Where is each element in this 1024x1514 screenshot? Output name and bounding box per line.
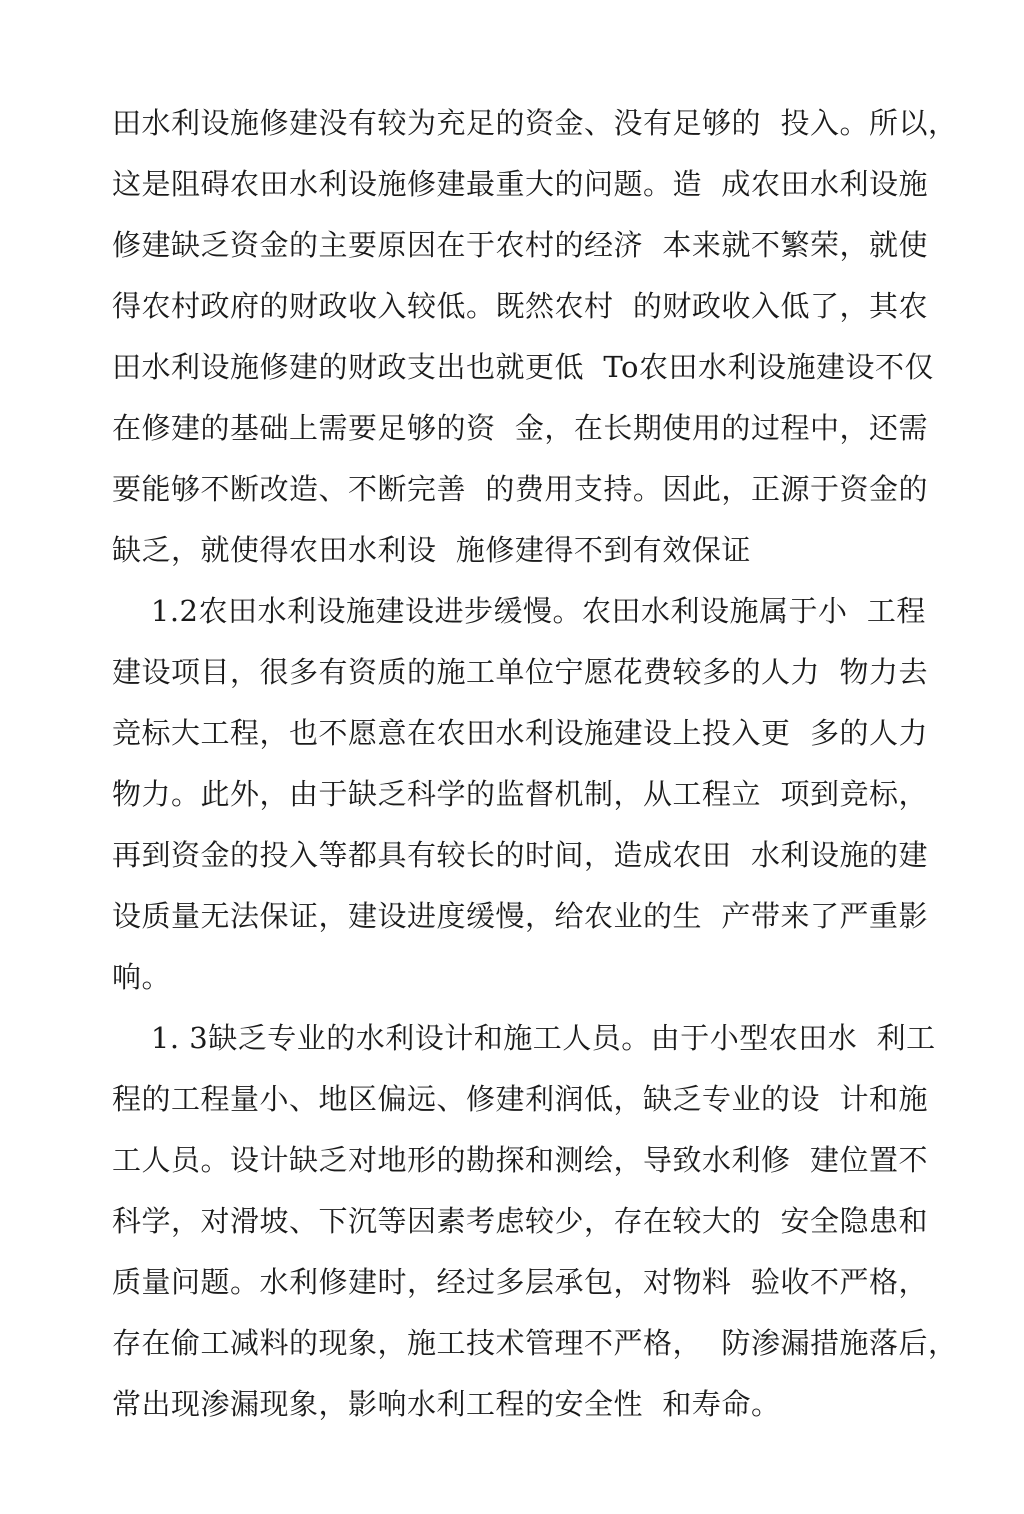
text-line: 缺乏，就使得农田水利设 施修建得不到有效保证: [112, 533, 751, 567]
text-line: 这是阻碍农田水利设施修建最重大的问题。造 成农田水利设施: [112, 167, 928, 201]
text-line: 修建缺乏资金的主要原因在于农村的经济 本来就不繁荣，就使: [112, 228, 928, 262]
text-line: 响。: [112, 960, 172, 994]
text-line: 物力。此外，由于缺乏科学的监督机制，从工程立 项到竞标，: [112, 777, 928, 811]
text-line: 科学，对滑坡、下沉等因素考虑较少，存在较大的 安全隐患和: [112, 1204, 928, 1238]
text-line: 竞标大工程，也不愿意在农田水利设施建设上投入更 多的人力: [112, 716, 928, 750]
text-line: 要能够不断改造、不断完善 的费用支持。因此，正源于资金的: [112, 472, 928, 506]
text-line: 田水利设施修建没有较为充足的资金、没有足够的 投入。所以，: [112, 106, 958, 140]
text-line: 在修建的基础上需要足够的资 金，在长期使用的过程中，还需: [112, 411, 928, 445]
text-line: 1.2农田水利设施建设进步缓慢。农田水利设施属于小 工程: [112, 594, 926, 628]
text-line: 程的工程量小、地区偏远、修建利润低，缺乏专业的设 计和施: [112, 1082, 928, 1116]
text-line: 1. 3缺乏专业的水利设计和施工人员。由于小型农田水 利工: [112, 1021, 936, 1055]
text-line: 得农村政府的财政收入较低。既然农村 的财政收入低了，其农: [112, 289, 928, 323]
text-line: 再到资金的投入等都具有较长的时间，造成农田 水利设施的建: [112, 838, 928, 872]
text-line: 工人员。设计缺乏对地形的勘探和测绘，导致水利修 建位置不: [112, 1143, 928, 1177]
text-line: 建设项目，很多有资质的施工单位宁愿花费较多的人力 物力去: [112, 655, 928, 689]
text-line: 设质量无法保证，建设进度缓慢，给农业的生 产带来了严重影: [112, 899, 928, 933]
text-line: 质量问题。水利修建时，经过多层承包，对物料 验收不严格，: [112, 1265, 928, 1299]
text-line: 存在偷工减料的现象，施工技术管理不严格， 防渗漏措施落后，: [112, 1326, 958, 1360]
text-line: 常出现渗漏现象，影响水利工程的安全性 和寿命。: [112, 1387, 781, 1421]
text-line: 田水利设施修建的财政支出也就更低 To农田水利设施建设不仅: [112, 350, 934, 384]
